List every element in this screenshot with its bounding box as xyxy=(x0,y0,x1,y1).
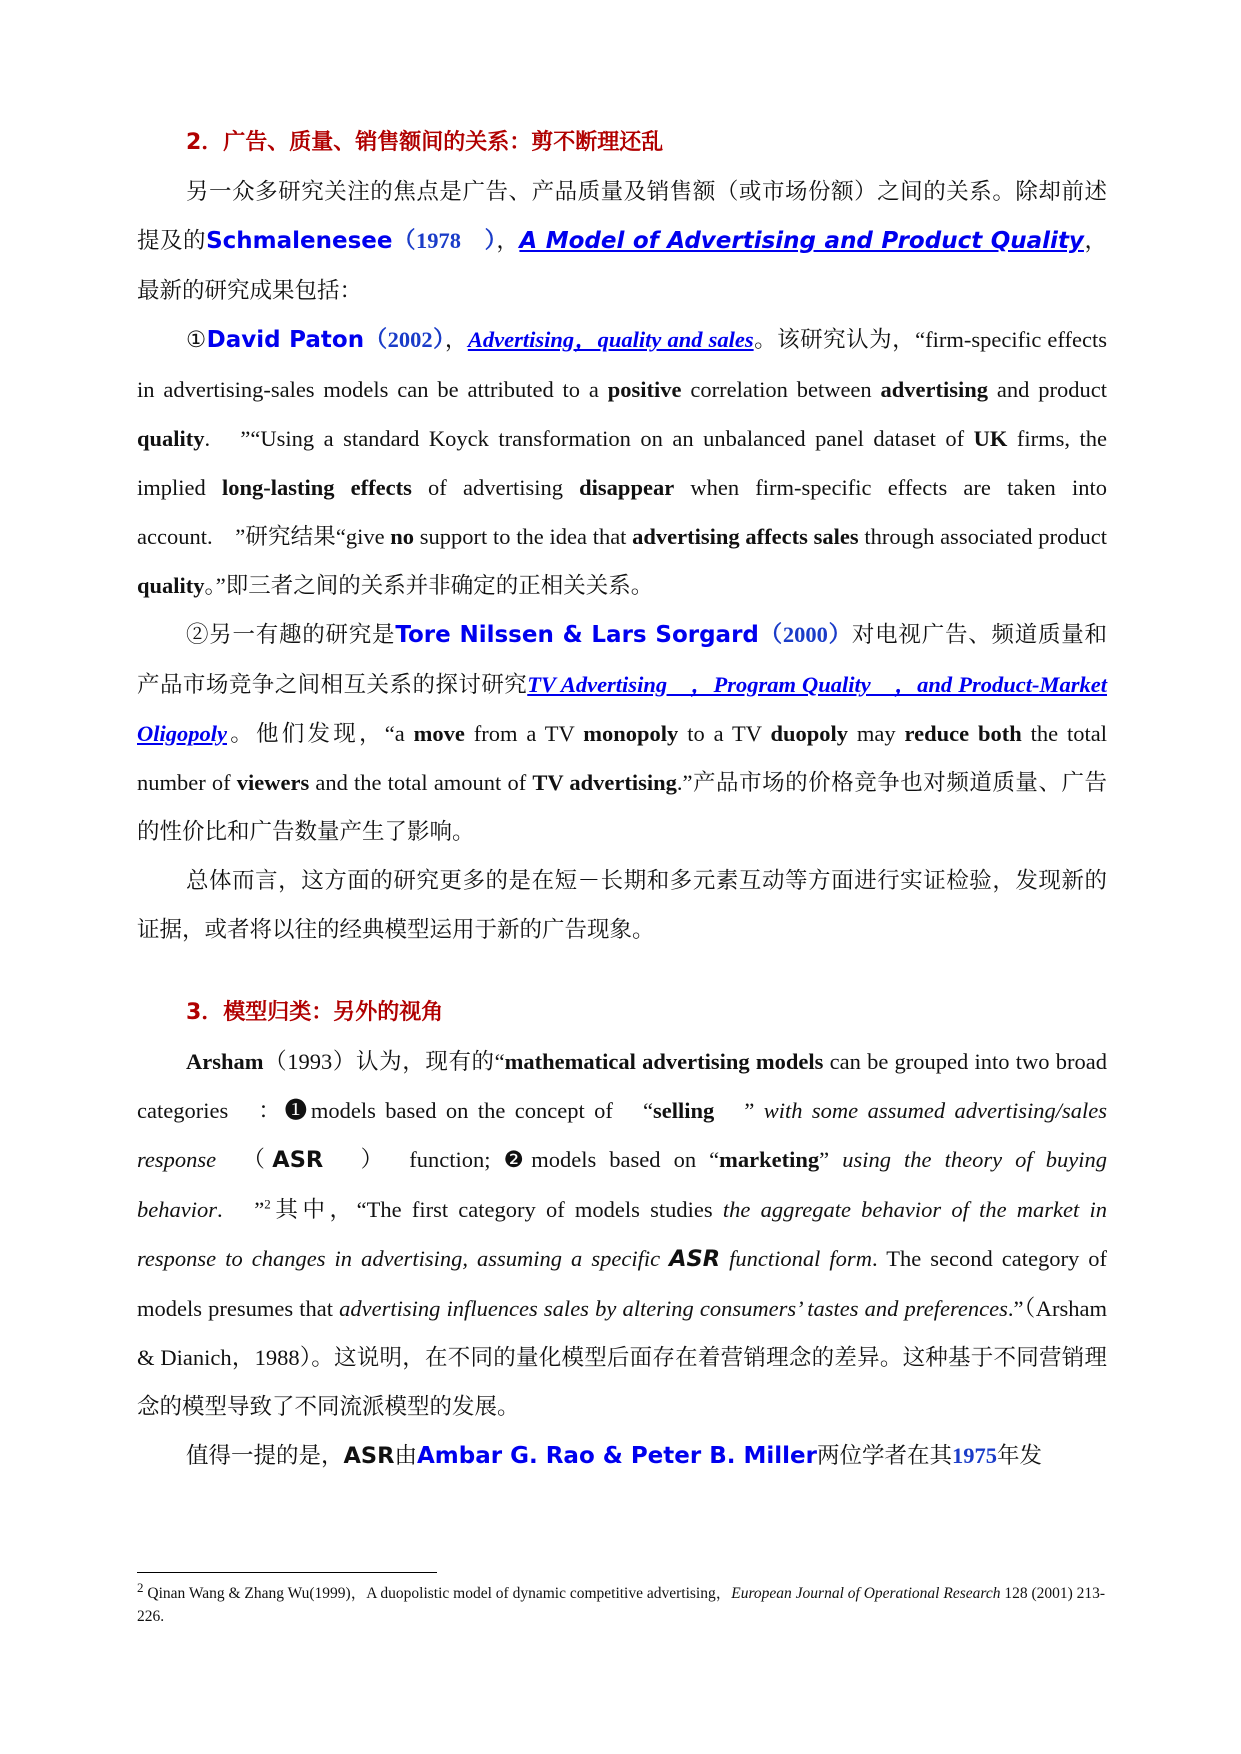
link-model-of-advertising[interactable]: A Model of Advertising and Product Quality xyxy=(519,228,1084,254)
year-1978: （1978 ） xyxy=(392,228,497,253)
text: of advertising xyxy=(411,475,580,500)
text: 两位学者在其 xyxy=(816,1443,952,1468)
section-3-paragraph-1 xyxy=(137,1037,1107,1431)
section-2-paragraph-3 xyxy=(137,610,1107,856)
bold-text: Arsham xyxy=(186,1049,264,1074)
author-rao-miller: Ambar G. Rao & Peter B. Miller xyxy=(416,1443,817,1469)
bold-text: advertising xyxy=(880,377,989,402)
italic-text: with some assumed advertising/sales response xyxy=(137,1098,1107,1172)
author-david-paton: David Paton xyxy=(206,327,365,353)
text: through associated product xyxy=(858,524,1107,549)
bold-text: disappear xyxy=(579,475,675,500)
asr-abbrev: ASR xyxy=(272,1147,324,1173)
bold-text: reduce both xyxy=(904,721,1022,746)
year-2002: （2002） xyxy=(364,327,445,352)
section-2-paragraph-2 xyxy=(137,315,1107,610)
text: 。他们发现，“a xyxy=(227,721,414,746)
bold-text: mathematical advertising models xyxy=(504,1049,824,1074)
text: ， xyxy=(444,327,468,352)
bold-text: no xyxy=(390,524,415,549)
text: 。该研究认为，“firm-specific effects in advertising-sales models can be attributed to a xyxy=(137,327,1107,402)
italic-text: advertising influences sales by altering consumers’ tastes and preferences xyxy=(339,1296,1008,1321)
text: .”（Arsham & Dianich，1988）。这说明，在不同的量化模型后面存在着营销理念的差异。这种基于不同营销理念的模型导致了不同流派模型的发展。 xyxy=(137,1296,1107,1419)
footnote-ref[interactable]: 2 xyxy=(264,1196,271,1212)
text: ） function; xyxy=(323,1147,504,1172)
text: （ xyxy=(216,1147,273,1172)
text: from a TV xyxy=(464,721,584,746)
text: .”产品市场的价格竞争也对频道质量、广告的性价比和广告数量产生了影响。 xyxy=(137,770,1107,844)
text: 其中，“The first category of models studies xyxy=(270,1197,723,1222)
text: and the total amount of xyxy=(309,770,533,795)
text: models based on “ xyxy=(531,1147,720,1172)
bold-text: TV advertising xyxy=(532,770,677,795)
text: ” xyxy=(714,1098,755,1123)
bold-text: quality xyxy=(137,573,205,598)
bold-text: advertising affects sales xyxy=(632,524,859,549)
text: ① xyxy=(186,327,207,352)
footnote-separator xyxy=(137,1572,437,1573)
footnote-tail: 128 (2001) 213-226. xyxy=(137,1585,1106,1625)
bold-text: move xyxy=(413,721,465,746)
italic-text: the aggregate behavior of the market in response to changes in advertising, assuming a specific xyxy=(137,1197,1107,1271)
author-nilssen-sorgard: Tore Nilssen & Lars Sorgard xyxy=(395,622,759,648)
text: 对电视广告、频道质量和产品市场竞争之间相互关系的探讨研究 xyxy=(137,622,1107,697)
footnote-journal: European Journal of Operational Research xyxy=(731,1585,1001,1602)
asr-abbrev: ASR xyxy=(343,1443,395,1469)
document-page xyxy=(137,118,1107,1481)
text: . ” xyxy=(216,1197,265,1222)
text: the total number of xyxy=(137,721,1107,795)
text: correlation between xyxy=(681,377,881,402)
text: firms, the implied xyxy=(137,426,1107,500)
footnote-number: 2 xyxy=(137,1579,144,1595)
asr-abbrev: ASR xyxy=(669,1246,721,1272)
text: 值得一提的是， xyxy=(186,1443,344,1468)
section-3-heading: 3．模型归类：另外的视角 xyxy=(186,1000,444,1025)
text: may xyxy=(848,721,905,746)
text: and product xyxy=(988,377,1107,402)
bold-text: duopoly xyxy=(770,721,849,746)
text: when firm-specific effects are taken into account. ”研究结果“give xyxy=(137,475,1108,549)
italic-text: using the theory of buying behavior xyxy=(137,1147,1107,1222)
bullet-two-icon: ❷ xyxy=(503,1147,532,1172)
bold-text: selling xyxy=(652,1098,715,1123)
bold-text: quality xyxy=(137,426,205,451)
bold-text: marketing xyxy=(719,1147,820,1172)
italic-text: functional form xyxy=(720,1246,872,1271)
bold-text: viewers xyxy=(236,770,310,795)
year-1975: 1975 xyxy=(951,1443,997,1468)
text: to a TV xyxy=(678,721,771,746)
section-2-paragraph-1 xyxy=(137,167,1107,315)
text: support to the idea that xyxy=(414,524,633,549)
text: ， xyxy=(496,228,520,253)
link-tv-advertising[interactable]: TV Advertising ，Program Quality ，and Product-Market Oligopoly xyxy=(137,672,1107,746)
year-2000: （2000） xyxy=(758,622,852,647)
text: ②另一有趣的研究是 xyxy=(186,622,396,647)
text: can be grouped into two broad categories ： xyxy=(137,1049,1107,1123)
text: 另一众多研究关注的焦点是广告、产品质量及销售额（或市场份额）之间的关系。除却前述提及的 xyxy=(137,179,1107,253)
bold-text: positive xyxy=(607,377,682,402)
link-advertising-quality-sales[interactable]: Advertising，quality and sales xyxy=(467,327,754,352)
text: models based on the concept of “ xyxy=(310,1098,653,1123)
text: ” xyxy=(819,1147,843,1172)
text: 。”即三者之间的关系并非确定的正相关关系。 xyxy=(204,573,654,598)
text: . ”“Using a standard Koyck transformation on an unbalanced panel dataset of xyxy=(204,426,974,451)
bold-text: monopoly xyxy=(583,721,679,746)
author-schmalenesee: Schmalenesee xyxy=(206,228,393,254)
text: . The second category of models presumes that xyxy=(137,1246,1108,1321)
bold-text: long-lasting effects xyxy=(221,475,412,500)
text: ，最新的研究成果包括： xyxy=(137,228,1107,303)
footnote-text: Qinan Wang & Zhang Wu(1999)，A duopolistic model of dynamic competitive advertising， xyxy=(143,1585,732,1602)
section-3-paragraph-2 xyxy=(137,1431,1107,1481)
section-2-paragraph-4: 总体而言，这方面的研究更多的是在短－长期和多元素互动等方面进行实证检验，发现新的证据，或者将以往的经典模型运用于新的广告现象。 xyxy=(137,868,1107,942)
section-2-heading: 2．广告、质量、销售额间的关系：剪不断理还乱 xyxy=(186,130,664,155)
bold-text: UK xyxy=(973,426,1008,451)
text: （1993）认为，现有的“ xyxy=(263,1049,505,1074)
text: 由 xyxy=(394,1443,417,1468)
text: 年发 xyxy=(996,1443,1042,1468)
bullet-one-icon: ❶ xyxy=(284,1098,311,1123)
footnote xyxy=(137,1579,1107,1628)
